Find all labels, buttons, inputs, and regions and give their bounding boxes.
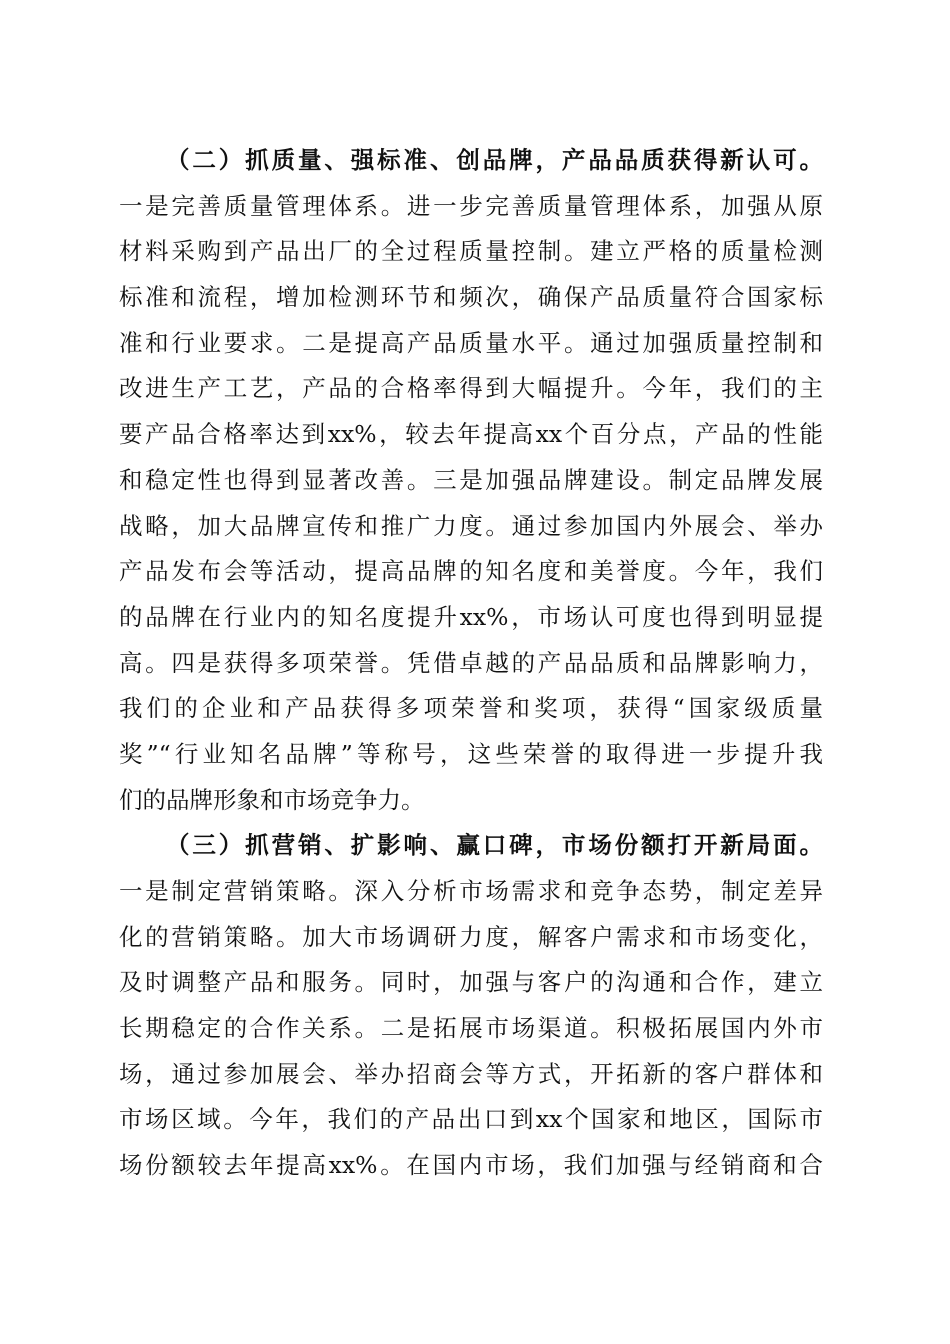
text-line: 场，通过参加展会、举办招商会等方式，开拓新的客户群体和 (119, 1059, 823, 1088)
text-line: 改进生产工艺，产品的合格率得到大幅提升。今年，我们的主 (119, 374, 823, 403)
text-line: 市场区域。今年，我们的产品出口到xx个国家和地区，国际市 (119, 1105, 823, 1134)
text-line: 一是制定营销策略。深入分析市场需求和竞争态势，制定差异 (119, 877, 823, 905)
section-heading: （三）抓营销、扩影响、赢口碑，市场份额打开新局面。 (166, 831, 823, 860)
section-heading: （二）抓质量、强标准、创品牌，产品品质获得新认可。 (166, 146, 823, 174)
section-quality (119, 138, 823, 823)
text-line: 场份额较去年提高xx%。在国内市场，我们加强与经销商和合 (119, 1151, 823, 1180)
text-line: 奖”“行业知名品牌”等称号，这些荣誉的取得进一步提升我 (119, 739, 823, 768)
text-line: 标准和流程，增加检测环节和频次，确保产品质量符合国家标 (119, 283, 823, 312)
text-line: 准和行业要求。二是提高产品质量水平。通过加强质量控制和 (119, 328, 823, 357)
text-line: 及时调整产品和服务。同时，加强与客户的沟通和合作，建立 (119, 968, 823, 997)
text-line: 产品发布会等活动，提高品牌的知名度和美誉度。今年，我们 (119, 557, 823, 586)
text-line: 战略，加大品牌宣传和推广力度。通过参加国内外展会、举办 (119, 511, 823, 540)
section-marketing (119, 823, 823, 1189)
text-line: 我们的企业和产品获得多项荣誉和奖项，获得“国家级质量 (119, 694, 823, 723)
text-line: 一是完善质量管理体系。进一步完善质量管理体系，加强从原 (119, 191, 823, 220)
text-line: 高。四是获得多项荣誉。凭借卓越的产品品质和品牌影响力， (119, 648, 823, 677)
text-line: 们的品牌形象和市场竞争力。 (119, 785, 425, 814)
text-line: 长期稳定的合作关系。二是拓展市场渠道。积极拓展国内外市 (119, 1014, 823, 1043)
text-line: 材料采购到产品出厂的全过程质量控制。建立严格的质量检测 (119, 237, 823, 266)
text-line: 和稳定性也得到显著改善。三是加强品牌建设。制定品牌发展 (119, 465, 823, 494)
document-body (119, 138, 823, 1189)
text-line: 要产品合格率达到xx%，较去年提高xx个百分点，产品的性能 (119, 420, 823, 449)
text-line: 化的营销策略。加大市场调研力度，解客户需求和市场变化， (119, 922, 823, 951)
text-line: 的品牌在行业内的知名度提升xx%，市场认可度也得到明显提 (119, 602, 823, 631)
